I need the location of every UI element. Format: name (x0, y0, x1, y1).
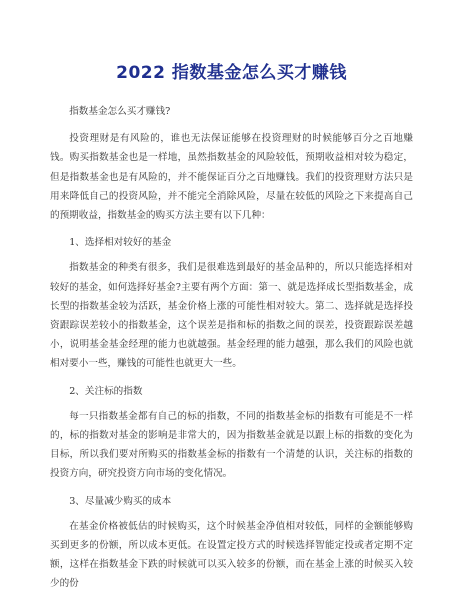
document-intro: 投资理财是有风险的，谁也无法保证能够在投资理财的时候能够百分之百地赚钱。购买指数基金也是一样地，虽然指数基金的风险较低，预期收益相对较为稳定，但是指数基金也是有风险的，并不能保证百分之百地赚钱。我们的投资理财方法只是用来降低自己的投资风险，并不能完全消除风险，尽量在较低的风险之下来提高自己的预期收益，指数基金的购买方法主要有以下几种： (50, 133, 413, 222)
document-title: 2022 指数基金怎么买才赚钱 (116, 63, 347, 83)
section-heading-1: 1、选择相对较好的基金 (69, 237, 172, 249)
section-body-1: 指数基金的种类有很多，我们是很难选到最好的基金品种的，所以只能选择相对较好的基金，如何选择好基金?主要有两个方面：第一、就是选择成长型指数基金，成长型的指数基金较为活跃，基金价格上涨的可能性相对较大。第二、选择就是选择投资跟踪误差较小的指数基金，这个误差是指和标的指数之间的误差，投资跟踪误差越小，说明基金基金经理的能力也就越强。基金经理的能力越强，那么我们的风险也就相对要小一些，赚钱的可能性也就更大一些。 (50, 262, 413, 370)
section-body-3: 在基金价格被低估的时候购买，这个时候基金净值相对较低，同样的金额能够购买到更多的份额，所以成本更低。在设置定投方式的时候选择智能定投或者定期不定额，这样在指数基金下跌的时候就可以买入较多的份额，而在基金上涨的时候买入较少的份 (50, 520, 413, 590)
section-body-2: 每一只指数基金都有自己的标的指数，不同的指数基金标的指数有可能是不一样的，标的指数对基金的影响是非常大的，因为指数基金就是以跟上标的指数的变化为目标，所以我们要对所购买的指数基金标的指数有一个清楚的认识，关注标的指数的投资方向，研究投资方向市场的变化情况。 (50, 410, 413, 480)
section-heading-2: 2、关注标的指数 (69, 385, 143, 397)
section-heading-3: 3、尽量减少购买的成本 (69, 495, 172, 507)
document-question: 指数基金怎么买才赚钱? (69, 106, 171, 117)
